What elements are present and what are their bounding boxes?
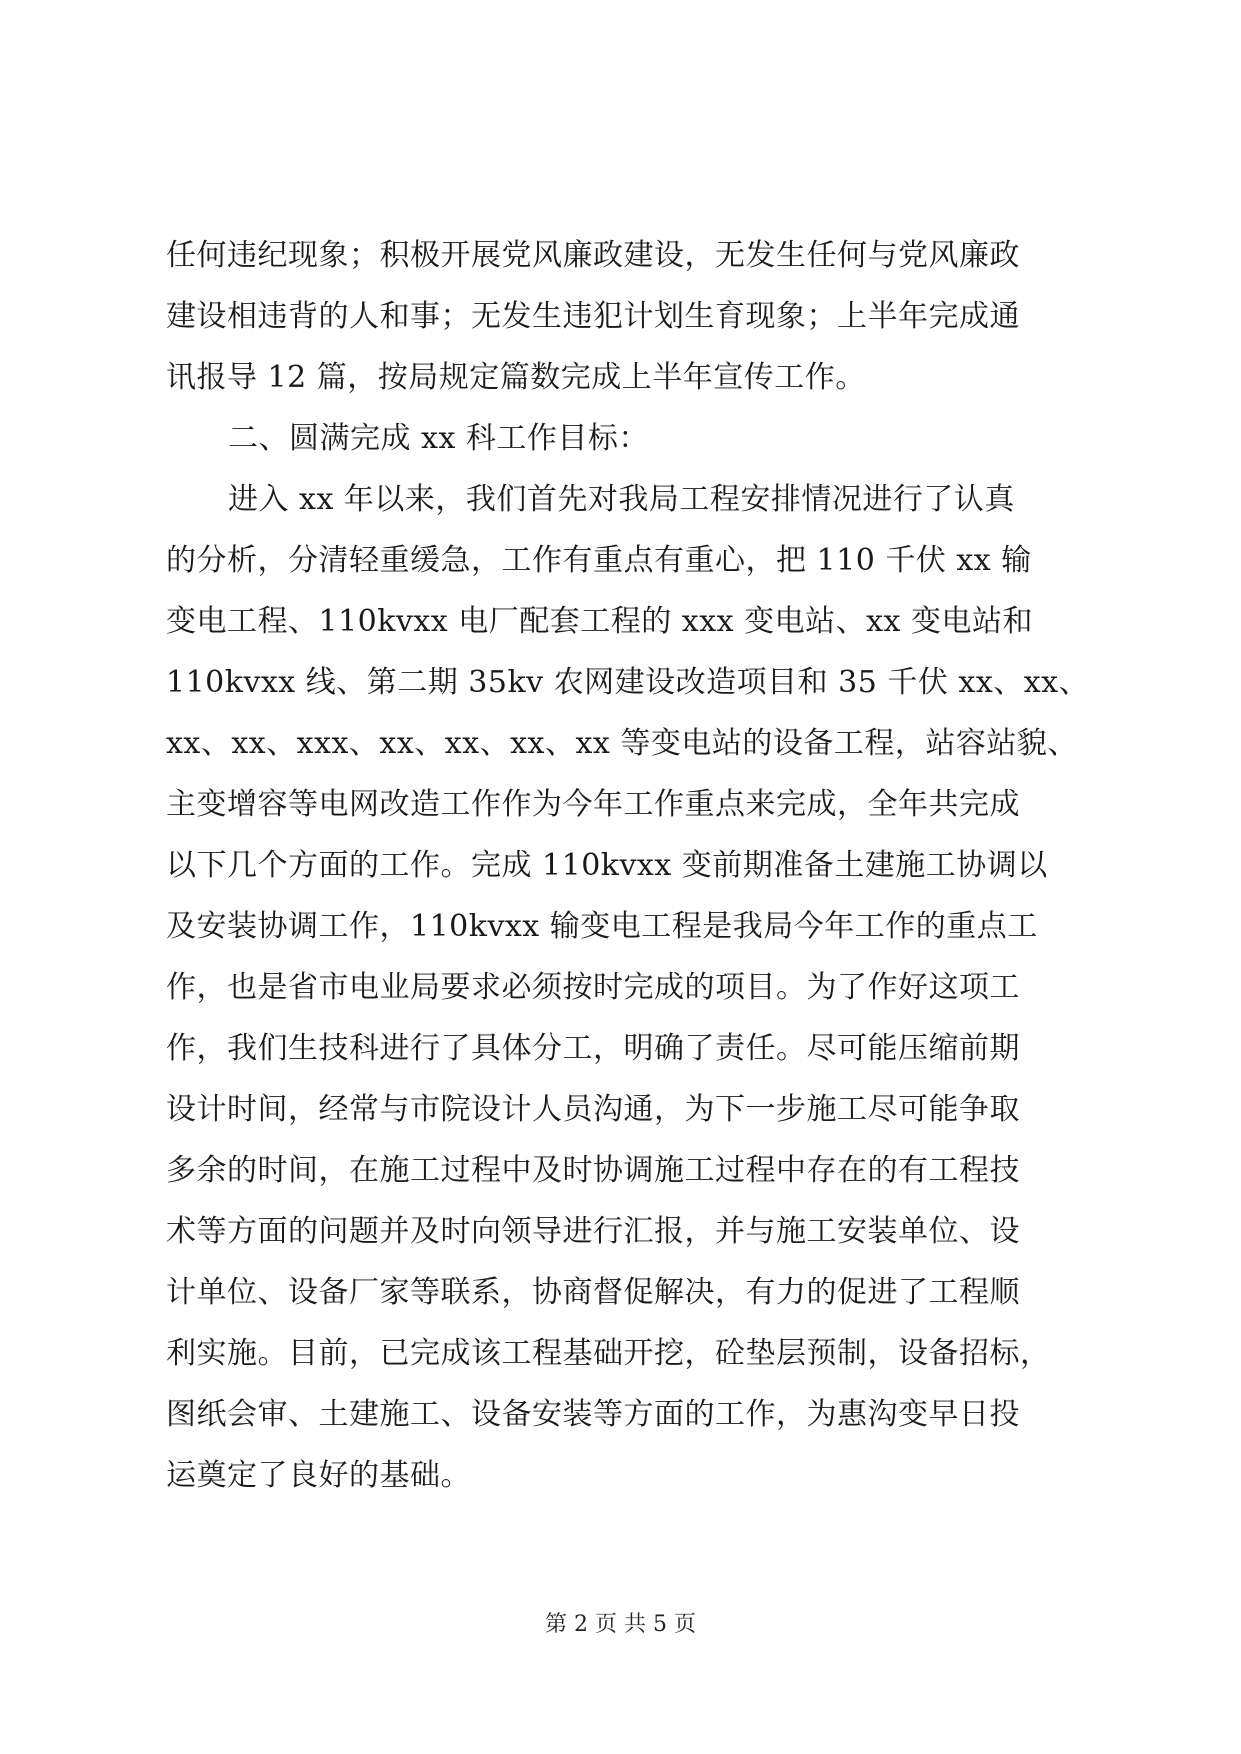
text-line: 以下几个方面的工作。完成 110kvxx 变前期准备土建施工协调以 [166, 848, 1048, 883]
text-line: 作，我们生技科进行了具体分工，明确了责任。尽可能压缩前期 [166, 1031, 1020, 1066]
body-text [166, 225, 1096, 1506]
text-line: 术等方面的问题并及时向领导进行汇报，并与施工安装单位、设 [166, 1214, 1020, 1249]
text-line: 运奠定了良好的基础。 [166, 1458, 471, 1493]
text-line: 多余的时间，在施工过程中及时协调施工过程中存在的有工程技 [166, 1153, 1020, 1188]
text-line: 及安装协调工作，110kvxx 输变电工程是我局今年工作的重点工 [166, 909, 1038, 944]
text-line: 主变增容等电网改造工作作为今年工作重点来完成，全年共完成 [166, 787, 1020, 822]
text-line: xx、xx、xxx、xx、xx、xx、xx 等变电站的设备工程，站容站貌、 [166, 726, 1078, 761]
text-line: 任何违纪现象；积极开展党风廉政建设，无发生任何与党风廉政 [166, 238, 1020, 273]
text-line: 建设相违背的人和事；无发生违犯计划生育现象；上半年完成通 [166, 299, 1020, 334]
text-line: 图纸会审、土建施工、设备安装等方面的工作，为惠沟变早日投 [166, 1397, 1020, 1432]
text-line: 变电工程、110kvxx 电厂配套工程的 xxx 变电站、xx 变电站和 [166, 604, 1033, 639]
page-number-footer: 第 2 页 共 5 页 [545, 1612, 696, 1637]
text-line: 讯报导 12 篇，按局规定篇数完成上半年宣传工作。 [166, 360, 866, 395]
text-line: 计单位、设备厂家等联系，协商督促解决，有力的促进了工程顺 [166, 1275, 1020, 1310]
text-line: 进入 xx 年以来，我们首先对我局工程安排情况进行了认真 [228, 482, 1015, 517]
text-line: 的分析，分清轻重缓急，工作有重点有重心，把 110 千伏 xx 输 [166, 543, 1032, 578]
text-line: 利实施。目前，已完成该工程基础开挖，砼垫层预制，设备招标， [166, 1336, 1051, 1371]
text-line: 110kvxx 线、第二期 35kv 农网建设改造项目和 35 千伏 xx、xx、 [166, 665, 1090, 700]
section-heading: 二、圆满完成 xx 科工作目标： [228, 421, 649, 456]
text-line: 作，也是省市电业局要求必须按时完成的项目。为了作好这项工 [166, 970, 1020, 1005]
text-line: 设计时间，经常与市院设计人员沟通，为下一步施工尽可能争取 [166, 1092, 1020, 1127]
